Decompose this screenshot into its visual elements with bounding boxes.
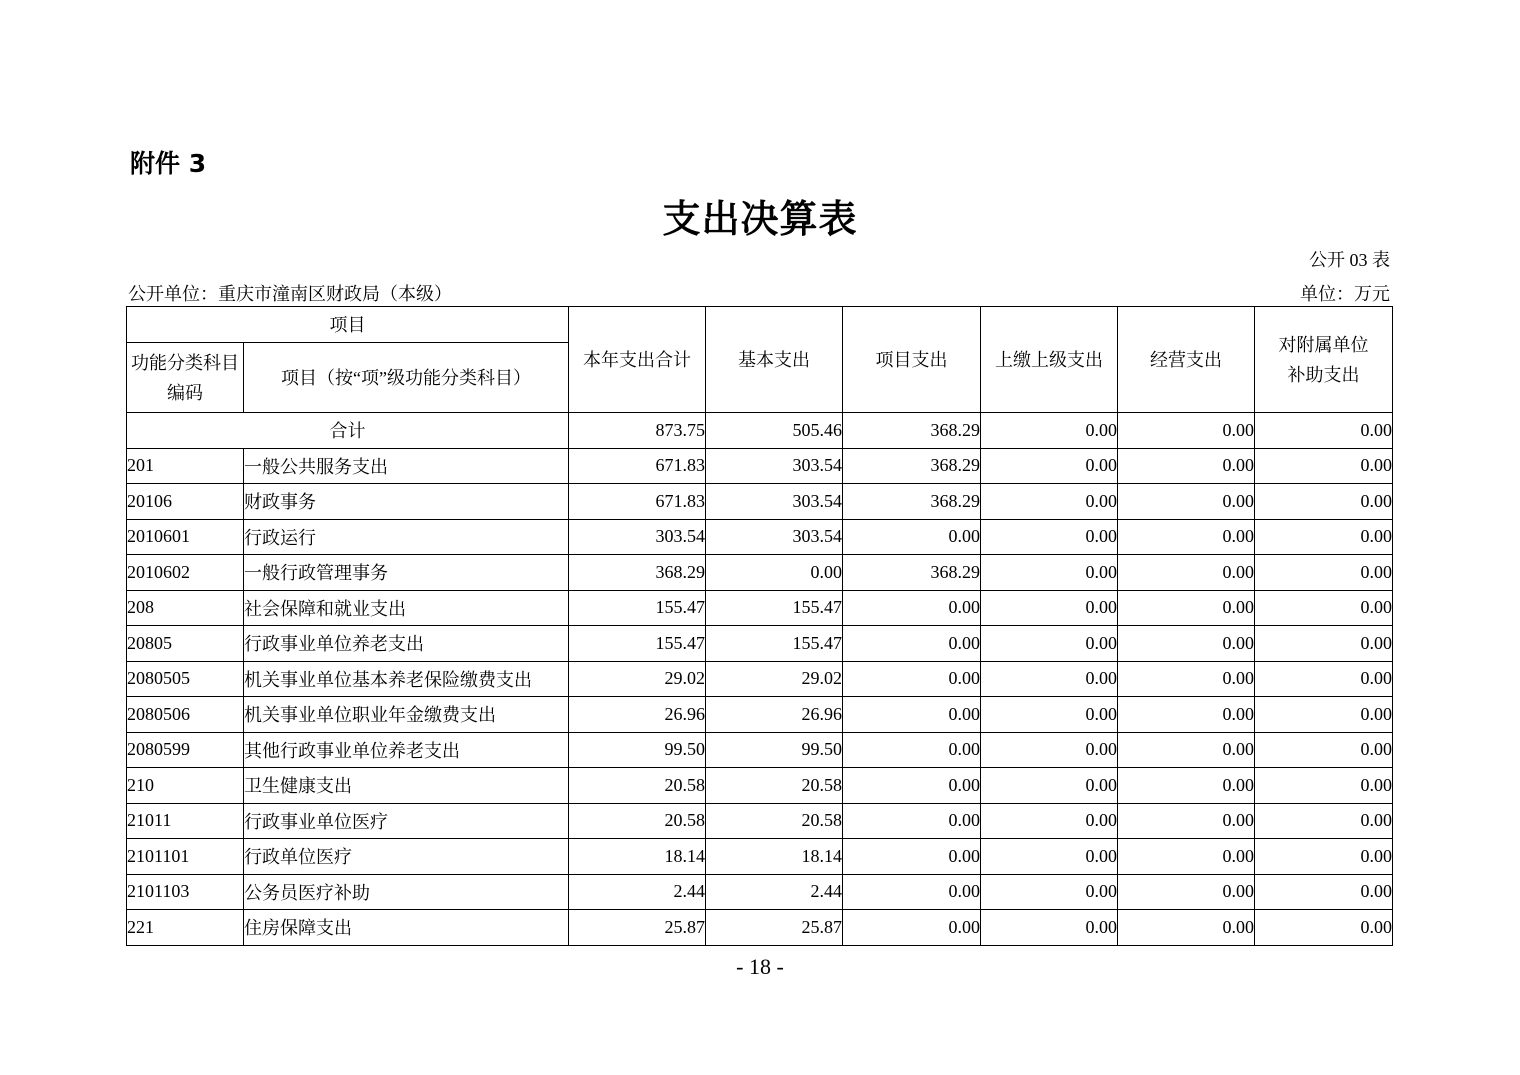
row-name: 机关事业单位职业年金缴费支出	[244, 697, 569, 733]
row-total: 26.96	[569, 697, 706, 733]
row-name: 其他行政事业单位养老支出	[244, 732, 569, 768]
row-subsidy: 0.00	[1255, 803, 1393, 839]
row-subsidy: 0.00	[1255, 519, 1393, 555]
currency-unit: 单位：万元	[1300, 284, 1390, 304]
sum-total: 873.75	[569, 413, 706, 449]
row-name: 社会保障和就业支出	[244, 590, 569, 626]
row-name: 行政单位医疗	[244, 839, 569, 875]
row-code: 2080505	[127, 661, 244, 697]
row-superior: 0.00	[981, 874, 1118, 910]
row-subsidy: 0.00	[1255, 768, 1393, 804]
table-row	[127, 874, 1393, 910]
row-code: 208	[127, 590, 244, 626]
row-code: 221	[127, 910, 244, 946]
table-row	[127, 839, 1393, 875]
row-superior: 0.00	[981, 626, 1118, 662]
table-row	[127, 519, 1393, 555]
header-item: 项目	[127, 307, 569, 343]
table-row	[127, 626, 1393, 662]
table-row	[127, 768, 1393, 804]
row-basic: 303.54	[706, 484, 843, 520]
row-total: 368.29	[569, 555, 706, 591]
header-operation: 经营支出	[1118, 307, 1255, 413]
row-operation: 0.00	[1118, 732, 1255, 768]
row-subsidy: 0.00	[1255, 448, 1393, 484]
attachment-label: 附件 3	[130, 149, 207, 178]
row-project: 0.00	[843, 519, 981, 555]
row-operation: 0.00	[1118, 448, 1255, 484]
row-superior: 0.00	[981, 910, 1118, 946]
row-basic: 155.47	[706, 590, 843, 626]
row-basic: 155.47	[706, 626, 843, 662]
row-subsidy: 0.00	[1255, 590, 1393, 626]
row-code: 2080506	[127, 697, 244, 733]
row-project: 368.29	[843, 484, 981, 520]
row-subsidy: 0.00	[1255, 910, 1393, 946]
row-basic: 18.14	[706, 839, 843, 875]
row-basic: 26.96	[706, 697, 843, 733]
row-total: 25.87	[569, 910, 706, 946]
table-body	[127, 413, 1393, 946]
row-operation: 0.00	[1118, 768, 1255, 804]
table-row	[127, 448, 1393, 484]
row-name: 一般公共服务支出	[244, 448, 569, 484]
row-code: 2101103	[127, 874, 244, 910]
sum-row	[127, 413, 1393, 449]
table-row	[127, 910, 1393, 946]
row-operation: 0.00	[1118, 839, 1255, 875]
header-basic: 基本支出	[706, 307, 843, 413]
row-code: 201	[127, 448, 244, 484]
row-total: 303.54	[569, 519, 706, 555]
row-basic: 25.87	[706, 910, 843, 946]
row-code: 20805	[127, 626, 244, 662]
row-name: 机关事业单位基本养老保险缴费支出	[244, 661, 569, 697]
row-name: 住房保障支出	[244, 910, 569, 946]
table-row	[127, 484, 1393, 520]
row-superior: 0.00	[981, 519, 1118, 555]
page-title: 支出决算表	[662, 199, 858, 241]
sum-superior: 0.00	[981, 413, 1118, 449]
page-number: - 18 -	[736, 954, 784, 979]
row-total: 18.14	[569, 839, 706, 875]
row-total: 2.44	[569, 874, 706, 910]
row-superior: 0.00	[981, 590, 1118, 626]
table-row	[127, 555, 1393, 591]
table-row	[127, 697, 1393, 733]
row-project: 368.29	[843, 448, 981, 484]
row-subsidy: 0.00	[1255, 661, 1393, 697]
row-project: 0.00	[843, 661, 981, 697]
publishing-unit: 公开单位：重庆市潼南区财政局（本级）	[128, 284, 452, 304]
row-basic: 20.58	[706, 768, 843, 804]
row-operation: 0.00	[1118, 555, 1255, 591]
row-project: 0.00	[843, 626, 981, 662]
sum-project: 368.29	[843, 413, 981, 449]
row-project: 0.00	[843, 768, 981, 804]
expenditure-table	[126, 306, 1393, 946]
row-total: 155.47	[569, 590, 706, 626]
row-basic: 99.50	[706, 732, 843, 768]
row-basic: 20.58	[706, 803, 843, 839]
row-code: 20106	[127, 484, 244, 520]
row-subsidy: 0.00	[1255, 839, 1393, 875]
table-number: 公开 03 表	[1309, 250, 1390, 270]
row-superior: 0.00	[981, 484, 1118, 520]
row-code: 2010602	[127, 555, 244, 591]
row-total: 155.47	[569, 626, 706, 662]
row-project: 0.00	[843, 732, 981, 768]
header-total: 本年支出合计	[569, 307, 706, 413]
row-project: 0.00	[843, 839, 981, 875]
row-superior: 0.00	[981, 448, 1118, 484]
row-operation: 0.00	[1118, 519, 1255, 555]
row-subsidy: 0.00	[1255, 484, 1393, 520]
row-code: 2101101	[127, 839, 244, 875]
row-name: 卫生健康支出	[244, 768, 569, 804]
row-name: 行政事业单位医疗	[244, 803, 569, 839]
row-code: 210	[127, 768, 244, 804]
row-total: 20.58	[569, 803, 706, 839]
row-total: 671.83	[569, 448, 706, 484]
header-code: 功能分类科目编码	[127, 343, 244, 413]
row-basic: 303.54	[706, 448, 843, 484]
row-subsidy: 0.00	[1255, 874, 1393, 910]
row-total: 29.02	[569, 661, 706, 697]
row-name: 一般行政管理事务	[244, 555, 569, 591]
sum-operation: 0.00	[1118, 413, 1255, 449]
row-project: 0.00	[843, 803, 981, 839]
sum-subsidy: 0.00	[1255, 413, 1393, 449]
row-name: 行政事业单位养老支出	[244, 626, 569, 662]
row-name: 财政事务	[244, 484, 569, 520]
row-total: 20.58	[569, 768, 706, 804]
row-subsidy: 0.00	[1255, 555, 1393, 591]
row-project: 0.00	[843, 697, 981, 733]
row-subsidy: 0.00	[1255, 626, 1393, 662]
row-name: 公务员医疗补助	[244, 874, 569, 910]
table-row	[127, 803, 1393, 839]
row-superior: 0.00	[981, 803, 1118, 839]
row-project: 368.29	[843, 555, 981, 591]
sum-label: 合计	[127, 413, 569, 449]
row-operation: 0.00	[1118, 910, 1255, 946]
row-project: 0.00	[843, 590, 981, 626]
row-subsidy: 0.00	[1255, 732, 1393, 768]
header-superior: 上缴上级支出	[981, 307, 1118, 413]
row-operation: 0.00	[1118, 484, 1255, 520]
row-superior: 0.00	[981, 661, 1118, 697]
row-code: 2010601	[127, 519, 244, 555]
sum-basic: 505.46	[706, 413, 843, 449]
row-basic: 2.44	[706, 874, 843, 910]
row-subsidy: 0.00	[1255, 697, 1393, 733]
row-superior: 0.00	[981, 697, 1118, 733]
table-row	[127, 590, 1393, 626]
row-basic: 29.02	[706, 661, 843, 697]
row-superior: 0.00	[981, 839, 1118, 875]
row-basic: 0.00	[706, 555, 843, 591]
row-code: 2080599	[127, 732, 244, 768]
row-operation: 0.00	[1118, 661, 1255, 697]
row-operation: 0.00	[1118, 590, 1255, 626]
header-project: 项目支出	[843, 307, 981, 413]
unit-line	[128, 280, 1390, 306]
row-superior: 0.00	[981, 555, 1118, 591]
row-basic: 303.54	[706, 519, 843, 555]
row-operation: 0.00	[1118, 697, 1255, 733]
row-operation: 0.00	[1118, 803, 1255, 839]
row-project: 0.00	[843, 910, 981, 946]
row-project: 0.00	[843, 874, 981, 910]
table-header	[127, 307, 1393, 413]
row-superior: 0.00	[981, 732, 1118, 768]
row-superior: 0.00	[981, 768, 1118, 804]
table-row	[127, 661, 1393, 697]
header-name: 项目（按“项”级功能分类科目）	[244, 343, 569, 413]
row-code: 21011	[127, 803, 244, 839]
row-total: 99.50	[569, 732, 706, 768]
row-total: 671.83	[569, 484, 706, 520]
row-operation: 0.00	[1118, 874, 1255, 910]
row-name: 行政运行	[244, 519, 569, 555]
row-operation: 0.00	[1118, 626, 1255, 662]
header-subsidy: 对附属单位补助支出	[1255, 307, 1393, 413]
table-row	[127, 732, 1393, 768]
